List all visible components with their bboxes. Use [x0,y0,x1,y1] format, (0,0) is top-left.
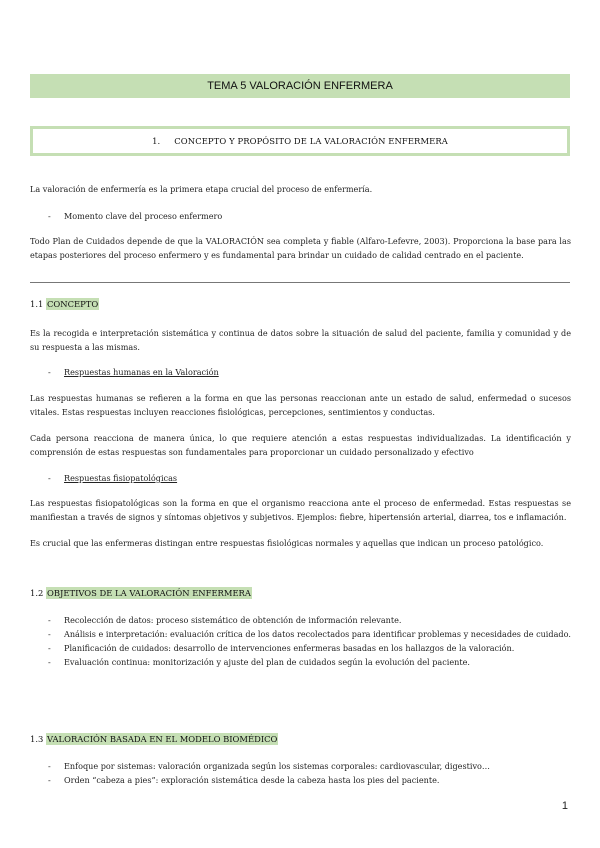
heading-text: VALORACIÓN BASADA EN EL MODELO BIOMÉDICO [47,734,278,744]
bullet-dash: - [48,211,51,221]
heading-number: 1.2 [30,588,44,598]
objetivos-item [48,642,514,655]
bullet-dash: - [48,657,51,667]
concepto-paragraph-4: Las respuestas fisiopatológicas son la forma en que el organismo reacciona ante el proceso de enfermedad. Estas respuestas se manifiestan a través de signos y síntomas objetivos y subjetivos. Ejemplos: fiebre, hipertensión arterial, diarrea, tos e inflamación. [30,498,571,522]
bullet-text: Respuestas fisiopatológicas [64,473,178,483]
heading-number: 1.1 [30,299,44,309]
bullet-text: Momento clave del proceso enfermero [64,211,223,221]
bullet-dash: - [48,367,51,377]
section-title: CONCEPTO Y PROPÓSITO DE LA VALORACIÓN ENFERMERA [174,136,448,146]
concepto-sub-bullet-1 [48,366,219,379]
heading-text: CONCEPTO [47,299,99,309]
section-number: 1. [152,136,161,146]
concepto-heading [30,299,99,309]
page-title: TEMA 5 VALORACIÓN ENFERMERA [30,74,570,98]
concepto-paragraph-2: Las respuestas humanas se refieren a la forma en que las personas reaccionan ante un estado de salud, enfermedad o sucesos vitales. Estas respuestas incluyen reacciones fisiológicas, percepciones, sentimientos y conductas. [30,393,571,417]
biomedico-heading [30,734,278,744]
heading-number: 1.3 [30,734,44,744]
divider [30,282,570,283]
bullet-text: Análisis e interpretación: evaluación crítica de los datos recolectados para identificar problemas y necesidades de cuidado. [64,629,571,639]
biomedico-item [48,774,439,787]
objetivos-item [48,628,571,641]
biomedico-item [48,760,490,773]
concepto-paragraph-3: Cada persona reacciona de manera única, lo que requiere atención a estas respuestas individualizadas. La identificación y comprensión de estas respuestas son fundamentales para proporcionar un cuidado personalizado y efectivo [30,433,571,457]
bullet-dash: - [48,775,51,785]
bullet-text: Respuestas humanas en la Valoración [64,367,219,377]
section-header [30,126,570,156]
bullet-dash: - [48,615,51,625]
intro-bullet [48,210,222,223]
concepto-sub-bullet-2 [48,472,177,485]
bullet-dash: - [48,473,51,483]
bullet-dash: - [48,761,51,771]
bullet-dash: - [48,629,51,639]
concepto-paragraph-5: Es crucial que las enfermeras distingan entre respuestas fisiológicas normales y aquellas que indican un proceso patológico. [30,538,544,548]
intro-paragraph-1: La valoración de enfermería es la primera etapa crucial del proceso de enfermería. [30,184,373,194]
objetivos-heading [30,588,252,598]
bullet-text: Orden “cabeza a pies”: exploración sistemática desde la cabeza hasta los pies del paciente. [64,775,440,785]
objetivos-item [48,656,470,669]
bullet-text: Planificación de cuidados: desarrollo de intervenciones enfermeras basadas en los hallazgos de la valoración. [64,643,515,653]
objetivos-item [48,614,401,627]
page-number: 1 [561,800,568,812]
concepto-paragraph-1: Es la recogida e interpretación sistemática y continua de datos sobre la situación de salud del paciente, familia y comunidad y de su respuesta a las mismas. [30,328,571,352]
bullet-text: Evaluación continua: monitorización y ajuste del plan de cuidados según la evolución del paciente. [64,657,470,667]
bullet-dash: - [48,643,51,653]
heading-text: OBJETIVOS DE LA VALORACIÓN ENFERMERA [47,588,251,598]
bullet-text: Recolección de datos: proceso sistemático de obtención de información relevante. [64,615,402,625]
bullet-text: Enfoque por sistemas: valoración organizada según los sistemas corporales: cardiovascular, digestivo… [64,761,490,771]
intro-paragraph-2: Todo Plan de Cuidados depende de que la VALORACIÓN sea completa y fiable (Alfaro-Lefevre, 2003). Proporciona la base para las etapas posteriores del proceso enfermero y es fundamental para brindar un cuidado de calidad centrado en el paciente. [30,236,571,260]
